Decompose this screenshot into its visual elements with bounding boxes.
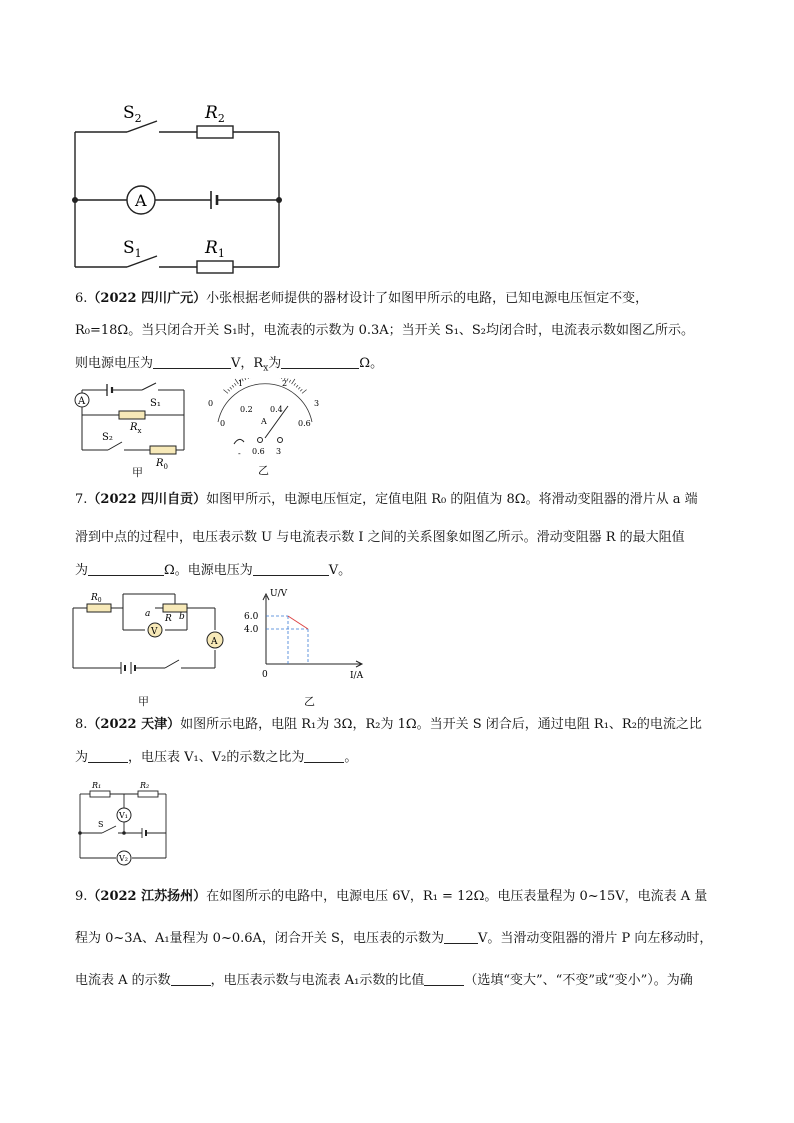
svg-text:S: S [98, 820, 104, 829]
dial-tick [292, 379, 295, 384]
svg-text:I/A: I/A [350, 671, 364, 681]
q6-circuit-jia [72, 380, 192, 475]
ammeter-label: A [135, 191, 147, 210]
q8-line2: 为 ，电压表 V₁、V₂的示数之比为 。 [75, 750, 358, 765]
q9-line2: 程为 0~3A、A₁量程为 0~0.6A，闭合开关 S，电压表的示数为 V。当滑动变阻器的滑片 P 向左移动时， [75, 931, 713, 946]
svg-text:R₂: R₂ [140, 781, 150, 790]
svg-text:A: A [211, 637, 218, 647]
svg-text:4.0: 4.0 [244, 625, 259, 635]
q6-line2: R₀=18Ω。当只闭合开关 S₁时，电流表的示数为 0.3A；当开关 S₁、S₂均闭合时，电流表示数如图乙所示。 [75, 323, 695, 338]
svg-text:R0: $R_0$ [91, 593, 102, 604]
label-r1: $R_1$ [205, 238, 225, 260]
q7-caption-yi: 乙 [304, 695, 315, 708]
svg-text:a: a [145, 609, 151, 619]
label-r2: $R_2$ [205, 103, 225, 125]
svg-text:R: R [165, 614, 172, 624]
svg-text:0.4: 0.4 [270, 405, 283, 414]
label-s1: $S_1$ [123, 238, 142, 260]
dial-tick [298, 387, 300, 389]
svg-text:V₁: V₁ [119, 811, 128, 820]
svg-text:6.0: 6.0 [244, 612, 259, 622]
svg-text:V₂: V₂ [119, 854, 128, 863]
svg-text:b: b [179, 612, 185, 622]
q7-line2: 滑到中点的过程中，电压表示数 U 与电流表示数 I 之间的关系图象如图乙所示。滑动变阻器 R 的最大阻值 [75, 530, 685, 545]
q7-caption-jia: 甲 [138, 695, 149, 708]
svg-text:U/V: U/V [270, 589, 288, 599]
circuit-figure-top [65, 95, 295, 275]
q6-line1: 6.（2022 四川广元）小张根据老师提供的器材设计了如图甲所示的电路，已知电源电压恒定不变， [75, 291, 649, 306]
svg-text:2: 2 [282, 379, 288, 388]
svg-text:Rx: $R_x$ [130, 422, 142, 435]
svg-text:V: V [151, 627, 158, 637]
answer-blank[interactable] [281, 354, 359, 369]
answer-blank[interactable] [153, 354, 231, 369]
svg-text:3: 3 [276, 447, 282, 456]
svg-text:0.6: 0.6 [298, 419, 311, 428]
q7-circuit-jia [65, 588, 240, 680]
svg-text:0: 0 [262, 670, 268, 680]
dial-tick [302, 390, 307, 394]
svg-text:1: 1 [238, 379, 244, 388]
q8-line1: 8.（2022 天津）如图所示电路，电阻 R₁为 3Ω，R₂为 1Ω。当开关 S 闭合后，通过电阻 R₁、R₂的电流之比 [75, 717, 702, 732]
dial-tick [296, 385, 298, 387]
svg-text:S₁: S₁ [150, 398, 161, 409]
dial-tick [228, 389, 230, 391]
svg-text:0: 0 [208, 399, 214, 408]
q9-line1: 9.（2022 江苏扬州）在如图所示的电路中，电源电压 6V，R₁ = 12Ω。电压表量程为 0~15V，电流表 A 量 [75, 889, 708, 904]
svg-text:R₁: R₁ [92, 781, 102, 790]
dial-tick [234, 383, 236, 385]
dial-tick [300, 389, 302, 391]
svg-text:0.2: 0.2 [240, 405, 253, 414]
svg-text:-: - [238, 449, 241, 458]
dial-tick [245, 378, 246, 380]
answer-blank[interactable] [304, 748, 344, 763]
q7-line3: 为 Ω。电源电压为 V。 [75, 563, 352, 578]
q6-caption-yi: 乙 [258, 464, 269, 477]
svg-text:3: 3 [314, 399, 320, 408]
dial-tick [289, 380, 291, 383]
dial-tick [294, 383, 296, 385]
answer-blank[interactable] [424, 971, 464, 986]
q6-ammeter-dial [200, 378, 330, 458]
q6-line3: 则电源电压为 V，$R_x$为 Ω。 [75, 356, 384, 374]
q6-caption-jia: 甲 [132, 466, 143, 479]
svg-text:A: A [261, 417, 267, 426]
dial-tick [247, 378, 248, 379]
q8-circuit [72, 778, 177, 868]
svg-text:A: A [78, 396, 86, 407]
label-s2: $S_2$ [123, 103, 142, 125]
svg-text:0: 0 [220, 419, 226, 428]
q7-graph-yi [240, 586, 370, 681]
svg-text:0.6: 0.6 [252, 447, 265, 456]
dial-tick [230, 387, 232, 389]
svg-text:S₂: S₂ [102, 432, 113, 443]
dial-tick [223, 390, 228, 394]
answer-blank[interactable] [171, 971, 211, 986]
q7-line1: 7.（2022 四川自贡）如图甲所示，电源电压恒定，定值电阻 R₀ 的阻值为 8Ω。将滑动变阻器的滑片从 a 端 [75, 492, 698, 507]
answer-blank[interactable] [444, 929, 478, 944]
svg-text:R0: $R_0$ [156, 458, 168, 471]
answer-blank[interactable] [253, 561, 329, 576]
answer-blank[interactable] [88, 748, 128, 763]
dial-tick [232, 385, 234, 387]
q9-line3: 电流表 A 的示数 ，电压表示数与电流表 A₁示数的比值 （选填“变大”、“不变”或“变小”）。为确 [75, 973, 693, 988]
answer-blank[interactable] [88, 561, 164, 576]
